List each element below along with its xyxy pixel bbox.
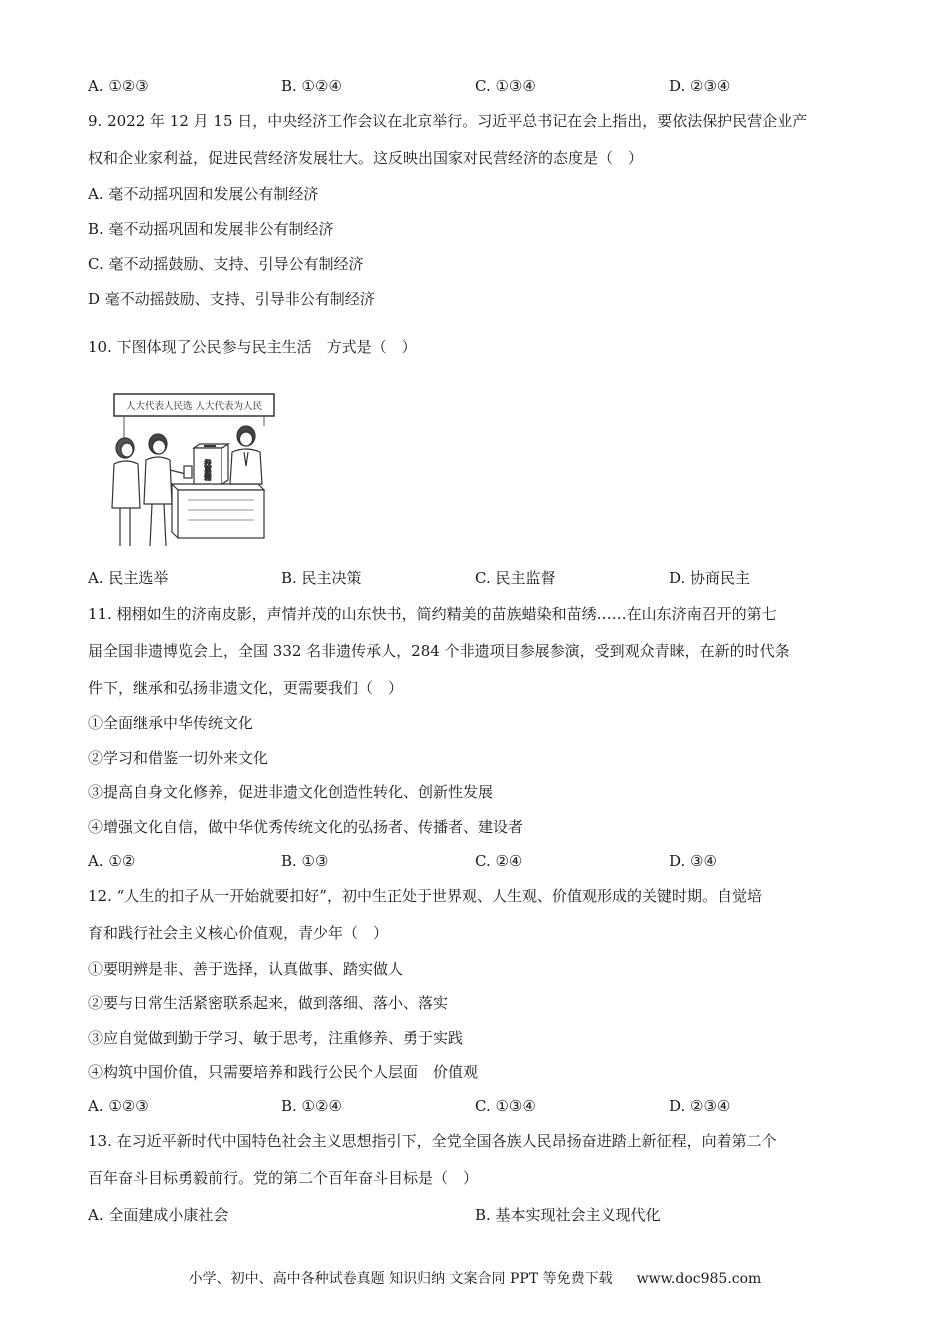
q11-item-1: ①全面继承中华传统文化 — [88, 714, 254, 732]
q12-item-3: ③应自觉做到勤于学习、敏于思考，注重修养、勇于实践 — [88, 1029, 464, 1047]
q11-item-3: ③提高自身文化修养，促进非遗文化创造性转化、创新性发展 — [88, 783, 494, 801]
ballot-paper — [184, 466, 192, 478]
q12-option-a: A. ①②③ — [88, 1097, 149, 1115]
q11-option-b: B. ①③ — [281, 852, 329, 870]
q13-stem-line-1: 13. 在习近平新时代中国特色社会主义思想指引下，全党全国各族人民昂扬奋进踏上新征程，向着第二个 — [88, 1132, 777, 1150]
banner-text: 人大代表人民选 人大代表为人民 — [125, 401, 263, 412]
polling-table — [172, 484, 264, 538]
q12-option-b: B. ①②④ — [281, 1097, 342, 1115]
q11-stem-line-1: 11. 栩栩如生的济南皮影，声情并茂的山东快书，简约精美的苗族蜡染和苗绣……在山东济南召开的第七 — [88, 605, 777, 623]
voting-illustration — [108, 386, 280, 550]
q13-option-a: A. 全面建成小康社会 — [88, 1206, 229, 1224]
q13-stem-line-2: 百年奋斗目标勇毅前行。党的第二个百年奋斗目标是（ ） — [88, 1169, 479, 1187]
q10-option-b: B. 民主决策 — [281, 569, 362, 587]
q9-option-a: A. 毫不动摇巩固和发展公有制经济 — [88, 185, 319, 203]
q10-stem: 10. 下图体现了公民参与民主生活 方式是（ ） — [88, 338, 417, 356]
q9-option-b: B. 毫不动摇巩固和发展非公有制经济 — [88, 220, 334, 238]
footer-url[interactable]: www.doc985.com — [636, 1271, 762, 1287]
q10-option-a: A. 民主选举 — [88, 569, 169, 587]
q11-option-a: A. ①② — [88, 852, 136, 870]
page-footer — [0, 1268, 950, 1288]
voter-woman — [112, 438, 140, 546]
q12-stem-line-2: 育和践行社会主义核心价值观，青少年（ ） — [88, 924, 389, 942]
q8-option-a: A. ①②③ — [88, 77, 149, 95]
q13-option-b: B. 基本实现社会主义现代化 — [475, 1206, 661, 1224]
q12-item-1: ①要明辨是非、善于选择，认真做事、踏实做人 — [88, 960, 404, 978]
q11-stem-line-2: 届全国非遗博览会上，全国 332 名非遗传承人，284 个非遗项目参展参演，受到观众青睐，在新的时代条 — [88, 642, 790, 660]
ballot-box — [194, 444, 228, 484]
election-official — [230, 426, 262, 484]
q11-stem-line-3: 件下，继承和弘扬非遗文化，更需要我们（ ） — [88, 679, 404, 697]
q9-option-c: C. 毫不动摇鼓励、支持、引导公有制经济 — [88, 255, 364, 273]
footer-text: 小学、初中、高中各种试卷真题 知识归纳 文案合同 PPT 等免费下载 — [188, 1271, 613, 1287]
q11-option-d: D. ③④ — [669, 852, 717, 870]
q8-option-b: B. ①②④ — [281, 77, 342, 95]
q12-item-2: ②要与日常生活紧密联系起来，做到落细、落小、落实 — [88, 994, 449, 1012]
q10-option-d: D. 协商民主 — [669, 569, 751, 587]
q12-option-c: C. ①③④ — [475, 1097, 536, 1115]
q11-item-4: ④增强文化自信，做中华优秀传统文化的弘扬者、传播者、建设者 — [88, 818, 524, 836]
q12-option-d: D. ②③④ — [669, 1097, 731, 1115]
q8-option-d: D. ②③④ — [669, 77, 731, 95]
q9-option-d: D 毫不动摇鼓励、支持、引导非公有制经济 — [88, 290, 375, 308]
q12-item-4: ④构筑中国价值，只需要培养和践行公民个人层面 价值观 — [88, 1063, 479, 1081]
ballot-box-label: 投票箱 — [204, 459, 212, 481]
q9-stem-line-2: 权和企业家利益，促进民营经济发展壮大。这反映出国家对民营经济的态度是（ ） — [88, 149, 644, 167]
q11-option-c: C. ②④ — [475, 852, 523, 870]
q8-option-c: C. ①③④ — [475, 77, 536, 95]
q10-option-c: C. 民主监督 — [475, 569, 556, 587]
q12-stem-line-1: 12. “人生的扣子从一开始就要扣好”，初中生正处于世界观、人生观、价值观形成的关键时期。自觉培 — [88, 887, 762, 905]
q11-item-2: ②学习和借鉴一切外来文化 — [88, 749, 269, 767]
q9-stem-line-1: 9. 2022 年 12 月 15 日，中央经济工作会议在北京举行。习近平总书记在会上指出，要依法保护民营企业产 — [88, 112, 808, 130]
